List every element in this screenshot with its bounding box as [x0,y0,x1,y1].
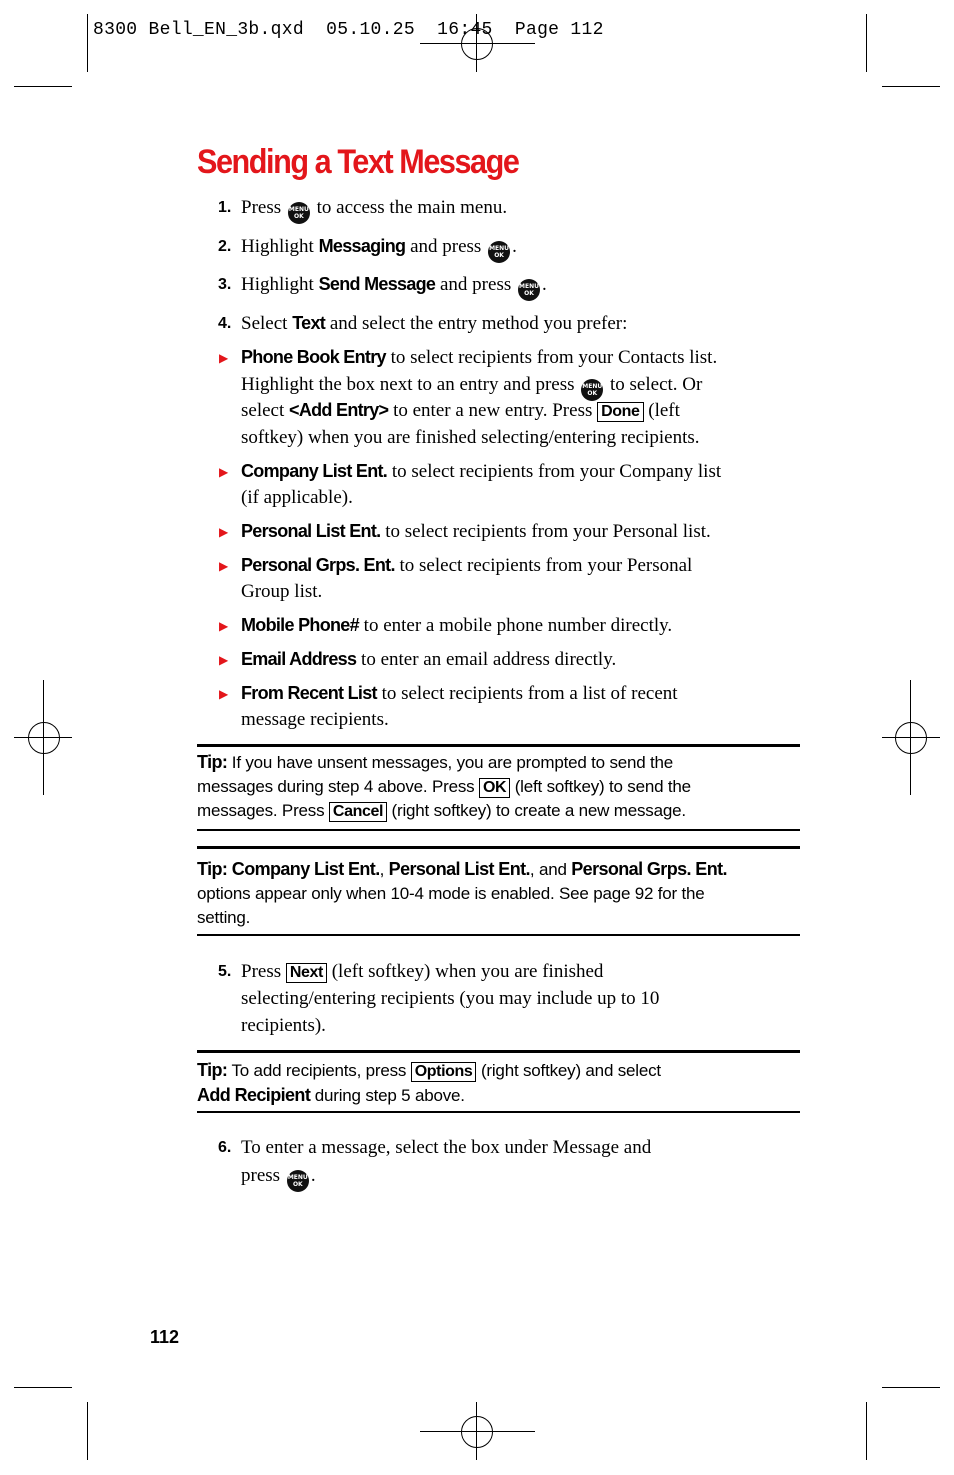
step-3-text: Highlight Send Message and press MENU OK . [241,274,547,301]
tip-top-rule [197,744,800,747]
tip-unsent-messages: Tip: If you have unsent messages, you are prompted to send the messages during step 4 above. Press OK (left softkey) to send the messages. Press Cancel (right softkey) to create a new message. [197,752,691,820]
crop-mark [866,1402,867,1460]
bullet-line: Highlight the box next to an entry and press MENU OK to select. Or [241,374,702,401]
bullet-company-list: Company List Ent. to select recipients from your Company list [241,461,722,482]
bullet-line: message recipients. [241,709,389,730]
bullet-personal-list: Personal List Ent. to select recipients from your Personal list. [241,521,711,542]
done-softkey: Done [597,402,643,422]
bullet-arrow-icon: ▶ [219,619,229,633]
print-slug: 8300 Bell_EN_3b.qxd 05.10.25 16:45 Page 112 [93,20,604,40]
crop-mark [87,1402,88,1460]
tip-top-rule [197,1050,800,1053]
bullet-line: Group list. [241,581,323,602]
bullet-mobile-phone: Mobile Phone# to enter a mobile phone number directly. [241,615,673,636]
menu-ok-icon: MENU OK [488,241,510,263]
crop-mark [87,14,88,72]
crop-mark [14,86,72,87]
bullet-arrow-icon: ▶ [219,525,229,539]
step-1-text: Press MENU OK to access the main menu. [241,197,507,224]
step-4-text: Select Text and select the entry method you prefer: [241,313,628,334]
page-number: 112 [150,1327,180,1347]
bullet-recent-list: From Recent List to select recipients from a list of recent [241,683,678,704]
crop-mark [882,86,940,87]
bullet-line: (if applicable). [241,487,353,508]
crop-mark [866,14,867,72]
step-number: 3. [218,276,232,293]
tip-bottom-rule [197,934,800,936]
ok-softkey: OK [479,778,510,798]
menu-ok-icon: MENU OK [518,279,540,301]
step-5-text: Press Next (left softkey) when you are finished [241,961,604,982]
menu-ok-icon: MENU OK [581,379,603,401]
step-2-text: Highlight Messaging and press MENU OK . [241,236,517,263]
tip-bottom-rule [197,829,800,831]
bullet-line: select <Add Entry> to enter a new entry. Press Done (left [241,400,680,421]
menu-ok-icon: MENU OK [287,1170,309,1192]
tip-add-recipients: Tip: To add recipients, press Options (right softkey) and select Add Recipient during step 5 above. [197,1060,661,1105]
menu-ok-icon: MENU OK [288,202,310,224]
registration-circle [895,722,927,754]
tip-10-4-mode: Tip: Company List Ent., Personal List Ent., and Personal Grps. Ent. options appear only when 10-4 mode is enabled. See page 92 for the setting. [197,859,727,927]
step-line: selecting/entering recipients (you may include up to 10 [241,988,660,1009]
step-number: 5. [218,963,232,980]
step-line: press MENU OK . [241,1165,316,1192]
step-6-text: To enter a message, select the box under Message and [241,1137,652,1158]
registration-circle [461,1416,493,1448]
bullet-line: softkey) when you are finished selecting/entering recipients. [241,427,700,448]
bullet-phone-book-entry: Phone Book Entry to select recipients from your Contacts list. [241,347,718,368]
step-line: recipients). [241,1015,326,1036]
page-title: Sending a Text Message [197,143,519,181]
next-softkey: Next [286,963,327,983]
bullet-email-address: Email Address to enter an email address directly. [241,649,617,670]
tip-bottom-rule [197,1111,800,1113]
step-number: 4. [218,315,232,332]
options-softkey: Options [411,1062,477,1082]
crop-mark [882,1387,940,1388]
bullet-arrow-icon: ▶ [219,351,229,365]
bullet-personal-groups: Personal Grps. Ent. to select recipients from your Personal [241,555,693,576]
step-number: 6. [218,1139,232,1156]
step-number: 2. [218,238,232,255]
bullet-arrow-icon: ▶ [219,653,229,667]
bullet-arrow-icon: ▶ [219,465,229,479]
cancel-softkey: Cancel [329,802,387,822]
step-number: 1. [218,199,232,216]
bullet-arrow-icon: ▶ [219,559,229,573]
bullet-arrow-icon: ▶ [219,687,229,701]
crop-mark [14,1387,72,1388]
tip-top-rule [197,846,800,849]
registration-circle [28,722,60,754]
